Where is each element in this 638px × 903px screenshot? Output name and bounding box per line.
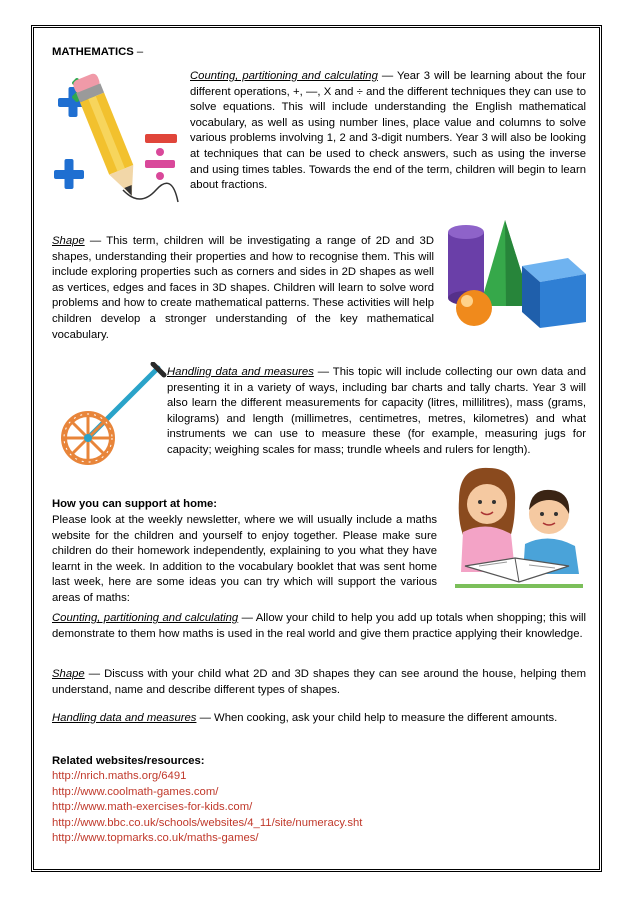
tip-handling-heading: Handling data and measures bbox=[52, 712, 197, 724]
resource-link[interactable]: http://www.bbc.co.uk/schools/websites/4_11/site/numeracy.sht bbox=[52, 816, 363, 829]
resources-list bbox=[52, 769, 362, 847]
resources-heading: Related websites/resources: bbox=[52, 755, 205, 767]
counting-heading: Counting, partitioning and calculating bbox=[190, 70, 378, 82]
handling-heading: Handling data and measures bbox=[167, 366, 314, 378]
counting-body: — Year 3 will be learning about the four different operations, +, —, X and ÷ and the different techniques they can use to solve equations. This will include understanding the English mathematical vocabulary, as well as using number lines, place value and columns to solve various problems involving 1, 2 and 3-digit numbers. Year 3 will also be looking at techniques that can be used to check answers, such as using the inverse and using times tables. Towards the end of the term, children will begin to learn about fractions. bbox=[190, 70, 586, 192]
resource-link[interactable]: http://www.math-exercises-for-kids.com/ bbox=[52, 801, 253, 814]
trundle-wheel-icon bbox=[58, 362, 168, 472]
shape-heading: Shape bbox=[52, 235, 85, 247]
handling-section bbox=[167, 365, 586, 459]
tip-counting-heading: Counting, partitioning and calculating bbox=[52, 612, 239, 624]
tip-shape-body: — Discuss with your child what 2D and 3D shapes they can see around the house, helping them understand, name and describe different types of shapes. bbox=[52, 668, 586, 696]
support-intro: Please look at the weekly newsletter, where we will usually include a maths website for the children and yourself to enjoy together. Please make sure children do their homework independently, explaining to you what they have learnt in the week. In addition to the vocabulary booklet that was sent home last week, here are some ideas you can try which will support the various areas of maths: bbox=[52, 514, 437, 604]
title-text: MATHEMATICS bbox=[52, 46, 134, 58]
pencil-symbols-icon bbox=[48, 62, 186, 214]
shape-body: — This term, children will be investigating a range of 2D and 3D shapes, understanding their properties and how to recognise them. This will include exploring properties such as corners and sides in 2D shapes as well as vertices, edges and faces in 3D shapes. Children will learn to solve word problems and how to create mathematical patterns. These activities will help children develop a stronger understanding of the key mathematical vocabulary. bbox=[52, 235, 434, 341]
resource-link[interactable]: http://nrich.maths.org/6491 bbox=[52, 770, 187, 782]
tip-handling-body: — When cooking, ask your child help to measure the different amounts. bbox=[196, 712, 558, 724]
support-heading: How you can support at home: bbox=[52, 498, 218, 510]
handling-body: — This topic will include collecting our own data and presenting it in a variety of ways, including bar charts and tally charts. Year 3 will also learn the different measurements for capacity (litres, millilitres), mass (grams, kilograms) and length (millimetres, centimetres, metres, kilometres) and what instruments we can use to measure these (for example, measuring jugs for capacity; weighing scales for mass; trundle wheels and rulers for length). bbox=[167, 366, 586, 456]
tip-handling bbox=[52, 711, 586, 727]
3d-shapes-icon bbox=[440, 218, 590, 328]
tip-shape bbox=[52, 667, 586, 698]
counting-section bbox=[190, 69, 586, 194]
tip-counting bbox=[52, 611, 586, 642]
tip-shape-heading: Shape bbox=[52, 668, 85, 680]
children-reading-icon bbox=[445, 462, 590, 594]
tip-counting-body: — Allow your child to help you add up totals when shopping; this will demonstrate to them how maths is used in the real world and give them practice applying their knowledge. bbox=[52, 612, 586, 640]
resource-link[interactable]: http://www.coolmath-games.com/ bbox=[52, 785, 219, 798]
title-dash: – bbox=[133, 46, 144, 58]
page-title bbox=[52, 45, 143, 61]
shape-section bbox=[52, 234, 434, 343]
resource-link[interactable]: http://www.topmarks.co.uk/maths-games/ bbox=[52, 832, 259, 845]
